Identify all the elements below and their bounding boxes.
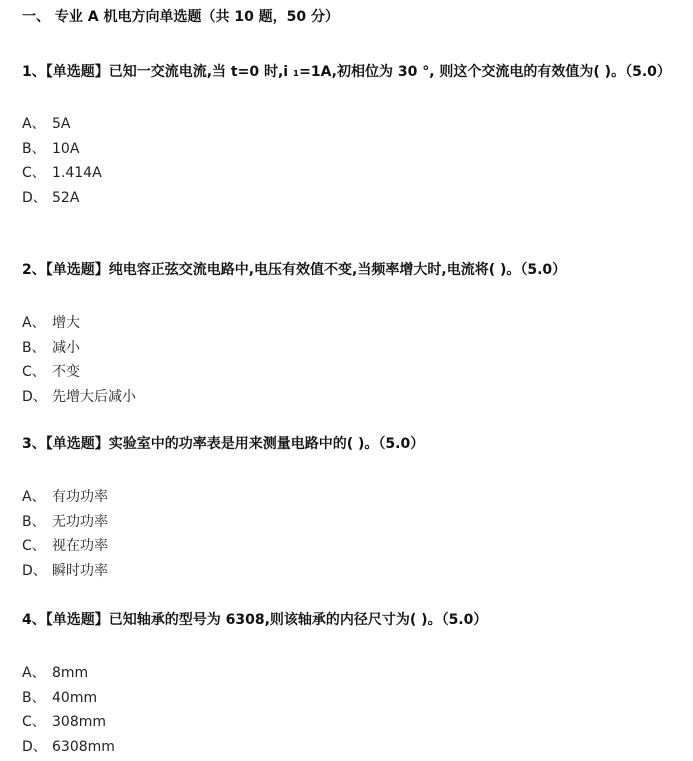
option-c[interactable] — [22, 360, 683, 385]
options-list — [22, 661, 683, 759]
option-key: A、 — [22, 665, 46, 681]
option-text: 视在功率 — [52, 538, 108, 554]
option-key: C、 — [22, 165, 46, 181]
option-d[interactable] — [22, 735, 683, 760]
options-list — [22, 485, 683, 583]
option-c[interactable] — [22, 534, 683, 559]
option-b[interactable] — [22, 510, 683, 535]
option-a[interactable] — [22, 311, 683, 336]
option-key: D、 — [22, 738, 47, 755]
option-key: B、 — [22, 140, 46, 157]
option-a[interactable] — [22, 485, 683, 510]
option-key: D、 — [22, 189, 47, 206]
option-a[interactable] — [22, 112, 683, 137]
option-text: 8mm — [52, 665, 89, 681]
option-key: B、 — [22, 689, 46, 706]
question-text: 1、【单选题】已知一交流电流,当 t=0 时,i ₁=1A,初相位为 30 °, 则这个交流电的有效值为( )。（5.0） — [22, 64, 671, 80]
option-text: 增大 — [52, 315, 80, 331]
question-4 — [22, 609, 683, 759]
option-d[interactable] — [22, 186, 683, 211]
option-text: 瞬时功率 — [52, 562, 108, 579]
option-text: 1.414A — [52, 165, 102, 181]
option-b[interactable] — [22, 336, 683, 361]
section-title: 一、 专业 A 机电方向单选题（共 10 题，50 分） — [22, 9, 340, 25]
option-a[interactable] — [22, 661, 683, 686]
option-text: 5A — [52, 116, 71, 132]
question-text: 3、【单选题】实验室中的功率表是用来测量电路中的( )。（5.0） — [22, 436, 425, 452]
option-key: B、 — [22, 339, 46, 356]
option-text: 先增大后减小 — [52, 388, 136, 405]
option-b[interactable] — [22, 137, 683, 162]
question-3 — [22, 433, 683, 583]
question-text: 4、【单选题】已知轴承的型号为 6308,则该轴承的内径尺寸为( )。（5.0） — [22, 612, 488, 628]
option-key: A、 — [22, 489, 46, 505]
option-text: 有功功率 — [52, 489, 108, 505]
option-text: 10A — [52, 140, 80, 157]
option-key: B、 — [22, 513, 46, 530]
question-2 — [22, 259, 683, 409]
option-key: D、 — [22, 562, 47, 579]
option-text: 40mm — [52, 689, 98, 706]
question-text: 2、【单选题】纯电容正弦交流电路中,电压有效值不变,当频率增大时,电流将( )。（5.0） — [22, 262, 567, 278]
option-text: 52A — [52, 189, 80, 206]
option-key: C、 — [22, 364, 46, 380]
option-c[interactable] — [22, 161, 683, 186]
option-d[interactable] — [22, 385, 683, 410]
option-key: C、 — [22, 538, 46, 554]
question-1 — [22, 61, 683, 210]
option-b[interactable] — [22, 686, 683, 711]
option-key: C、 — [22, 714, 46, 730]
options-list — [22, 112, 683, 210]
option-c[interactable] — [22, 710, 683, 735]
option-d[interactable] — [22, 559, 683, 584]
option-text: 减小 — [52, 339, 80, 356]
option-key: A、 — [22, 116, 46, 132]
options-list — [22, 311, 683, 409]
option-text: 无功功率 — [52, 513, 108, 530]
option-text: 308mm — [52, 714, 106, 730]
option-text: 不变 — [52, 364, 80, 380]
option-text: 6308mm — [52, 738, 115, 755]
option-key: A、 — [22, 315, 46, 331]
option-key: D、 — [22, 388, 47, 405]
